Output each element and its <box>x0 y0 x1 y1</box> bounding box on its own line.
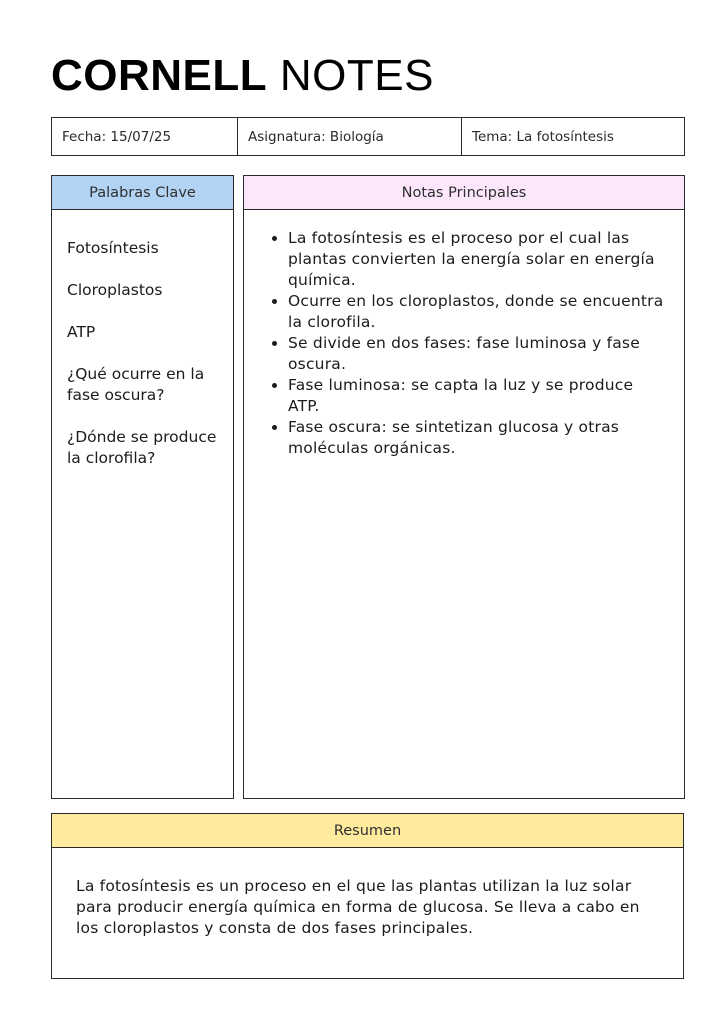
note-item: • Ocurre en los cloroplastos, donde se encuentra la clorofila. <box>288 291 664 333</box>
page-title-light: NOTES <box>267 51 434 100</box>
note-item: • Fase oscura: se sintetizan glucosa y otras moléculas orgánicas. <box>288 417 664 459</box>
keyword-item: Fotosíntesis <box>67 239 159 257</box>
keyword-item: ¿Qué ocurre en la fase oscura? <box>67 365 205 404</box>
info-row <box>51 117 685 156</box>
page-title <box>51 52 434 100</box>
keyword-item: ¿Dónde se produce la clorofila? <box>67 428 217 467</box>
subject-field: Asignatura: Biología <box>238 118 462 155</box>
keywords-list <box>52 210 233 469</box>
keyword-item: Cloroplastos <box>67 281 163 299</box>
date-field: Fecha: 15/07/25 <box>52 118 238 155</box>
note-item: • Se divide en dos fases: fase luminosa y fase oscura. <box>288 333 664 375</box>
page-title-bold: CORNELL <box>51 51 268 100</box>
summary-section <box>51 813 684 979</box>
note-item: • Fase luminosa: se capta la luz y se produce ATP. <box>288 375 664 417</box>
topic-field: Tema: La fotosíntesis <box>472 128 614 145</box>
keyword-item: ATP <box>67 323 96 341</box>
summary-header: Resumen <box>52 814 683 848</box>
summary-text: La fotosíntesis es un proceso en el que las plantas utilizan la luz solar para producir energía química en forma de glucosa. Se lleva a cabo en los cloroplastos y consta de dos fases principales. <box>76 877 640 937</box>
notes-list <box>244 210 684 459</box>
note-item: • La fotosíntesis es el proceso por el cual las plantas convierten la energía solar en energía química. <box>288 228 664 291</box>
keywords-header: Palabras Clave <box>52 176 233 210</box>
notes-column <box>243 175 685 799</box>
keywords-column <box>51 175 234 799</box>
notes-header: Notas Principales <box>244 176 684 210</box>
